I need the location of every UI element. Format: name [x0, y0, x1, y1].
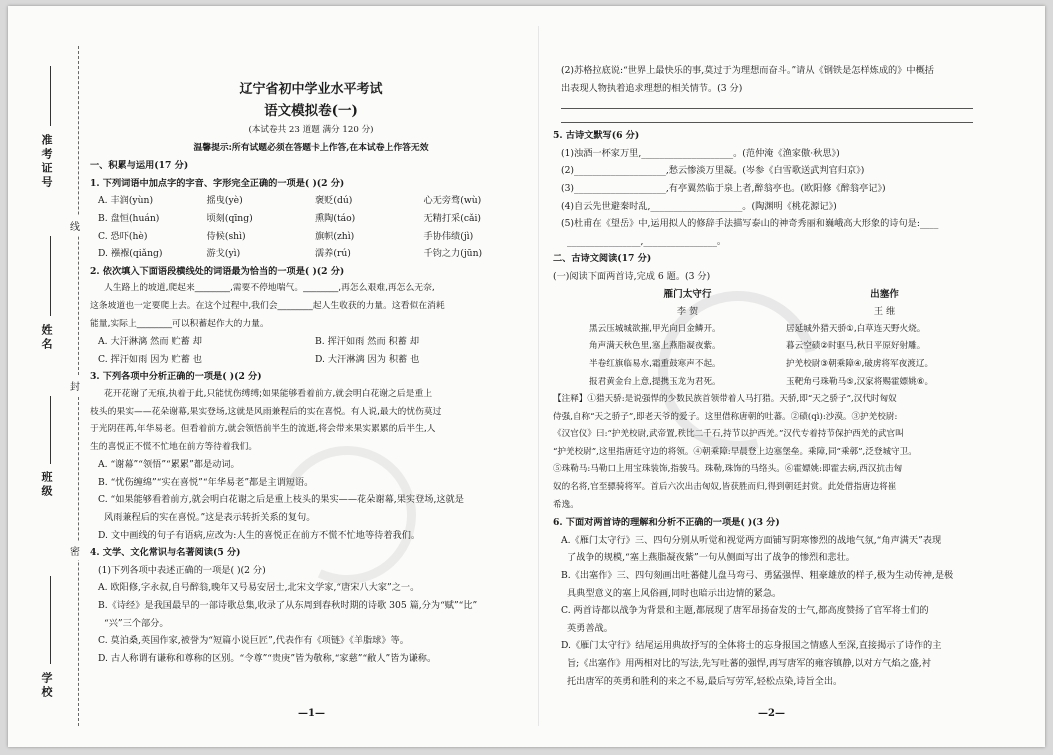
field-name-label: 姓名: [40, 324, 53, 352]
option: B.《出塞作》三、四句刻画出吐蕃健儿盘马弯弓、勇猛强悍、粗豪雄放的样子,极为生动传神,是极: [561, 570, 954, 582]
poem-1-author: 李 贺: [676, 306, 699, 318]
option: A.《雁门太守行》三、四句分别从听觉和视觉两方面铺写阴寒惨烈的战地气氛,“角声满天”表现: [561, 534, 942, 546]
poems: [589, 286, 983, 392]
question-4: 4. 文学、文化常识与名著阅读(5 分): [90, 547, 241, 559]
exam-title: 辽宁省初中学业水平考试: [239, 82, 383, 97]
poem-1-title: 雁门太守行: [663, 288, 712, 300]
annotation-line: “护羌校尉”,这里指唐廷守边的将领。④朝乘障:早晨登上边塞堡垒。乘障,同“乘鄣”,泛登城守卫。: [553, 446, 917, 457]
option: D. 襁褓(qiǎng): [98, 248, 163, 260]
question-3: 3. 下列各项中分析正确的一项是( )(2 分): [90, 371, 262, 383]
question-2-options: [90, 333, 532, 368]
option: 手协伟绩(jì): [423, 230, 474, 242]
recite-item-cont: ________________,________________。: [567, 235, 727, 247]
passage-line: 于光阴荏苒,年华易老。但看着前方,就会领悟前半生的流逝,将会带来果实累累的后半生,人: [90, 424, 436, 435]
option: A. 大汗淋漓 然而 贮蓄 却: [98, 336, 202, 348]
poem-1-line: 报君黄金台上意,提携玉龙为君死。: [589, 376, 721, 387]
option: 游戈(yì): [206, 248, 241, 260]
option: 侍候(shì): [206, 230, 246, 242]
option: C. “如果能够看着前方,就会明白花谢之后是重上枝头的果实——花朵谢幕,果实登场,这就是: [98, 494, 464, 506]
field-exam-number-line[interactable]: [50, 66, 51, 126]
section-heading: 一、积累与运用(17 分): [90, 160, 189, 172]
option: 心无旁骛(wù): [423, 195, 482, 207]
poem-2-line: 护羌校尉③朝乘障④,破虏将军夜渡辽。: [786, 358, 934, 369]
question-1: 1. 下列词语中加点字的字音、字形完全正确的一项是( )(2 分): [90, 177, 345, 189]
question-4-2: (2)苏格拉底说:“世界上最快乐的事,莫过于为理想而奋斗。”请从《钢铁是怎样炼成的》中概括: [561, 65, 934, 76]
poem-1-line: 角声满天秋色里,塞上燕脂凝夜紫。: [589, 341, 721, 352]
exam-sheet: [8, 6, 1045, 747]
option: 风雨兼程后的实在喜悦。”这是表示转折关系的复句。: [104, 512, 316, 524]
exam-tip: 温馨提示:所有试题必须在答题卡上作答,在本试卷上作答无效: [193, 142, 429, 153]
option: 无精打采(cǎi): [423, 212, 481, 224]
poem-2-line: 玉靶角弓珠勒马⑤,汉家将赐霍嫖姚⑥。: [786, 376, 934, 387]
passage-line: 生的喜悦正不慌不忙地在前方等待着我们。: [90, 441, 258, 452]
option: B. “忧伤缠绵”“实在喜悦”“年华易老”都是主谓短语。: [98, 476, 314, 488]
option: 摇曳(yè): [206, 195, 243, 207]
option: C. 莫泊桑,英国作家,被誉为“短篇小说巨匠”,代表作有《项链》《羊脂球》等。: [98, 635, 409, 647]
page-number: —1—: [298, 708, 325, 719]
passage-line: 花开花谢了无痕,执着于此,只能忧伤缚缚;如果能够看着前方,就会明白花谢之后是重上: [104, 388, 433, 399]
exam-subtitle: 语文模拟卷(一): [264, 103, 358, 119]
option: A. 欧阳修,字永叔,自号醉翁,晚年又号易安居士,北宋文学家,“唐宋八大家”之一。: [98, 582, 420, 594]
question-5: 5. 古诗文默写(6 分): [553, 130, 640, 142]
subsection-heading: (一)阅读下面两首诗,完成 6 题。(3 分): [553, 270, 711, 282]
option: B. 挥汗如雨 然而 积蓄 却: [315, 336, 420, 348]
poem-1-line: 黑云压城城欲摧,甲光向日金鳞开。: [589, 323, 721, 334]
annotation-line: 《汉官仪》曰:“护羌校尉,武帝置,秩比二千石,持节以护西羌。”汉代专着持节保护西羌的武官叫: [553, 429, 904, 440]
page-1: [90, 80, 532, 667]
passage-line: 枝头的果实——花朵谢幕,果实登场,这就是风雨兼程后的实在喜悦。有人说,最大的忧伤莫过: [90, 406, 442, 417]
option: 褒贬(dú): [315, 195, 353, 207]
option: C. 两首诗都以战争为背景和主题,都展现了唐军昂扬奋发的士气,都高度赞扬了官军将士们的: [561, 605, 929, 617]
page-divider: [538, 26, 539, 726]
option: 顷刻(qīng): [206, 212, 253, 224]
recite-item: (1)浊酒一杯家万里,____________________。(范仲淹《渔家傲·秋思》): [561, 147, 840, 159]
passage-line: 这条坡道也一定要爬上去。在这个过程中,我们会________起人生收获的力量。这看似在消耗: [90, 300, 445, 311]
question-2: 2. 依次填入下面语段横线处的词语最为恰当的一项是( )(2 分): [90, 265, 345, 277]
option: 濡养(rú): [315, 248, 351, 260]
page-number: —2—: [758, 708, 785, 719]
annotation-line: 希逸。: [553, 499, 579, 510]
option: A. 丰润(yùn): [98, 195, 154, 207]
annotation-line: ⑤珠勒马:马勒口上用宝珠装饰,指骏马。珠勒,珠饰的马络头。⑥霍嫖姚:即霍去病,西汉抗击匈: [553, 464, 903, 475]
option: C. 挥汗如雨 因为 贮蓄 也: [98, 353, 202, 365]
field-class-line[interactable]: [50, 396, 51, 464]
recite-item: (4)自云先世避秦时乱,____________________。(陶渊明《桃花源记》): [561, 200, 837, 212]
option: B.《诗经》是我国最早的一部诗歌总集,收录了从东周到春秋时期的诗歌 305 篇,分为“赋”“比”: [98, 600, 478, 612]
option: D.《雁门太守行》结尾运用典故抒写的全体将士的忘身报国之情感人至深,直接揭示了诗作的主: [561, 640, 942, 652]
question-4-2-cont: 出表现人物执着追求理想的相关情节。(3 分): [561, 82, 743, 94]
cut-mark-secret: 密: [70, 541, 80, 560]
question-6: 6. 下面对两首诗的理解和分析不正确的一项是( )(3 分): [553, 517, 780, 529]
option: D. 大汗淋漓 因为 积蓄 也: [315, 353, 420, 365]
option-cont: 英勇善战。: [567, 622, 613, 634]
option: D. 文中画线的句子有语病,应改为:人生的喜悦正在前方不慌不忙地等待着我们。: [98, 529, 421, 541]
exam-info: (本试卷共 23 道题 满分 120 分): [248, 125, 374, 135]
option-cont: 旨;《出塞作》用两相对比的写法,先写吐蕃的强悍,再写唐军的雍容镇静,以对方气焰之盛,衬: [567, 658, 931, 669]
annotation-line: 侍强,自称“天之骄子”,即老天爷的爱子。这里借称唐朝的吐蕃。②碛(qì):沙漠。③护羌校尉:: [553, 411, 898, 422]
poem-1-line: 半卷红旗临易水,霜重鼓寒声不起。: [589, 358, 721, 369]
option: 旗帜(zhì): [315, 230, 355, 242]
field-exam-number-label: 准考证号: [40, 134, 53, 190]
option-cont: 具典型意义的塞上风俗画,同时也暗示出边情的紧急。: [567, 587, 782, 599]
answer-line[interactable]: [561, 97, 973, 109]
poem-2-title: 出塞作: [870, 288, 899, 300]
field-school-label: 学校: [40, 672, 53, 700]
poem-2-line: 居延城外猎天骄①,白草连天野火烧。: [786, 323, 926, 334]
answer-line[interactable]: [561, 111, 973, 123]
recite-item: (5)杜甫在《望岳》中,运用拟人的修辞手法描写泰山的神奇秀丽和巍峨高大形象的诗句是:____: [561, 218, 939, 230]
poem-2-author: 王 维: [873, 306, 896, 318]
cut-mark-line: 线: [70, 216, 80, 235]
recite-item: (2)____________________,愁云惨淡万里凝。(岑参《白雪歌送武判官归京》): [561, 165, 865, 177]
option-cont: 托出唐军的英勇和胜利的来之不易,最后写劳军,轻松点染,诗旨全出。: [567, 675, 843, 687]
passage-line: 人生路上的坡道,爬起来________,需要不停地喘气。________,再怎么艰难,再怎么无奈,: [104, 283, 435, 294]
field-school-line[interactable]: [50, 576, 51, 664]
passage-line: 能量,实际上________可以积蓄起作大的力量。: [90, 318, 269, 329]
option-cont: 了战争的规模,“塞上燕脂凝夜紫”一句从侧面写出了战争的惨烈和悲壮。: [567, 552, 855, 564]
field-class-label: 班级: [40, 471, 53, 499]
poem-2-line: 暮云空碛②时驱马,秋日平原好射雕。: [786, 341, 926, 352]
cut-mark-seal: 封: [70, 376, 80, 395]
option: 熏陶(táo): [315, 212, 356, 224]
annotation-line: 【注释】①猎天骄:是说强悍的少数民族首领带着人马打猎。天骄,即“天之骄子”,汉代时匈奴: [553, 394, 897, 405]
annotation-line: 奴的名将,官至骠骑将军。首后六次出击匈奴,皆获胜而归,得到朝廷封赏。此处借指唐边将崔: [553, 482, 897, 493]
option: D. 古人称谓有谦称和尊称的区别。“令尊”“贵庚”皆为敬称,“家慈”“敝人”皆为谦称。: [98, 652, 437, 664]
option: 千钧之力(jūn): [423, 248, 483, 260]
page-2: [553, 62, 983, 690]
question-4-1: (1)下列各项中表述正确的一项是( )(2 分): [98, 564, 266, 576]
field-name-line[interactable]: [50, 236, 51, 316]
question-1-options: [90, 192, 532, 262]
option: B. 盘恒(huán): [98, 212, 160, 224]
binding-margin: [8, 6, 80, 747]
section-heading: 二、古诗文阅读(17 分): [553, 253, 652, 265]
recite-item: (3)____________________,有亭翼然临于泉上者,醉翁亭也。(欧阳修《醉翁亭记》): [561, 182, 886, 194]
option: “兴”三个部分。: [104, 617, 169, 629]
option: C. 恐吓(hè): [98, 230, 148, 242]
option: A. “谢幕”“领悟”“累累”都是动词。: [98, 459, 240, 471]
